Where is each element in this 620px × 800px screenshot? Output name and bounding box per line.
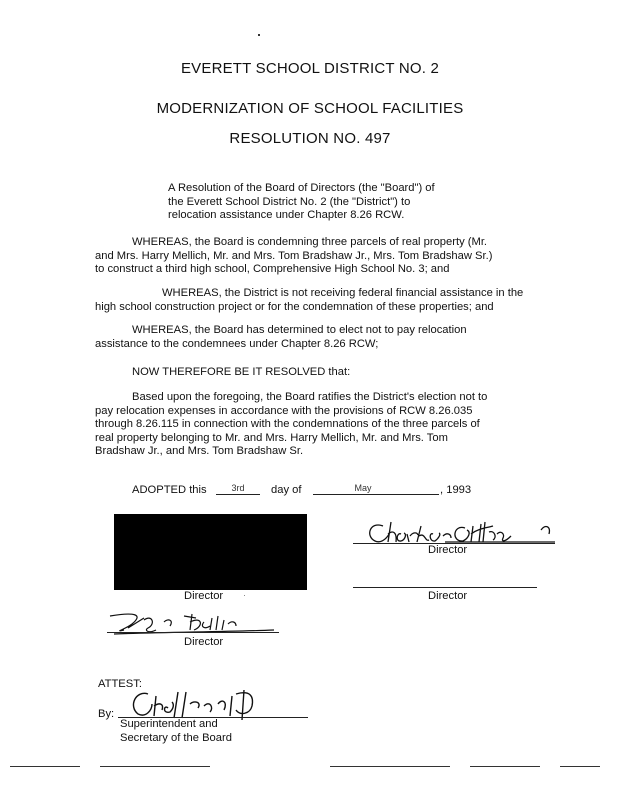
paragraph-line: through 8.26.115 in connection with the condemnations of the three parcels of xyxy=(95,418,480,430)
adopted-year: , 1993 xyxy=(440,484,472,496)
paragraph-line: high school construction project or for the condemnation of these properties; and xyxy=(95,300,494,313)
paragraph-line: assistance to the condemnees under Chapter 8.26 RCW; xyxy=(95,337,379,350)
superintendent-title-1: Superintendent and xyxy=(120,718,218,730)
adopted-middle: day of xyxy=(271,484,302,496)
scan-speck xyxy=(258,34,260,36)
resolution-number: RESOLUTION NO. 497 xyxy=(229,130,391,147)
paragraph-line: WHEREAS, the Board is condemning three parcels of real property (Mr. xyxy=(132,236,488,248)
scan-edge-line xyxy=(560,766,600,767)
signature-line-4 xyxy=(107,632,279,633)
paragraph-line: to construct a third high school, Comprehensive High School No. 3; and xyxy=(95,263,450,275)
adopted-day: 3rd xyxy=(231,483,245,493)
intro-line: A Resolution of the Board of Directors (the "Board") of xyxy=(168,182,435,194)
superintendent-title-2: Secretary of the Board xyxy=(120,732,232,744)
signature-line-3 xyxy=(353,587,537,588)
paragraph-line: and Mrs. Harry Mellich, Mr. and Mrs. Tom Bradshaw Jr., Mrs. Tom Bradshaw Sr.) xyxy=(95,249,493,262)
day-underline xyxy=(216,494,260,495)
paragraph-line: Bradshaw Jr., and Mrs. Tom Bradshaw Sr. xyxy=(95,445,304,457)
stray-mark: · xyxy=(243,590,246,600)
director-label-4: Director xyxy=(184,636,224,648)
whereas-paragraph-3 xyxy=(95,324,535,351)
scan-edge-line xyxy=(330,766,450,767)
subject-title: MODERNIZATION OF SCHOOL FACILITIES xyxy=(156,100,464,117)
district-title: EVERETT SCHOOL DISTRICT NO. 2 xyxy=(180,60,440,77)
whereas-paragraph-1 xyxy=(95,236,535,277)
resolved-heading: NOW THEREFORE BE IT RESOLVED that: xyxy=(132,366,351,378)
handwritten-signature xyxy=(104,606,284,638)
scan-edge-line xyxy=(100,766,210,767)
intro-paragraph xyxy=(168,182,435,223)
director-label-2: Director xyxy=(428,544,468,556)
whereas-paragraph-2 xyxy=(95,287,535,314)
adopted-prefix: ADOPTED this xyxy=(132,484,207,496)
resolution-body xyxy=(95,391,535,459)
paragraph-line: WHEREAS, the Board has determined to elect not to pay relocation xyxy=(132,324,467,336)
intro-line: the Everett School District No. 2 (the "District") to xyxy=(168,195,411,208)
scan-edge-line xyxy=(10,766,80,767)
director-label-3: Director xyxy=(428,590,468,602)
by-label: By: xyxy=(98,708,115,720)
paragraph-line: WHEREAS, the District is not receiving federal financial assistance in the xyxy=(162,287,524,299)
attest-label: ATTEST: xyxy=(98,678,142,690)
director-signature-2 xyxy=(104,606,284,638)
scan-edge-line xyxy=(470,766,540,767)
paragraph-line: pay relocation expenses in accordance with the provisions of RCW 8.26.035 xyxy=(95,404,473,417)
adopted-month: May xyxy=(354,483,372,493)
redacted-signature xyxy=(114,514,307,590)
paragraph-line: real property belonging to Mr. and Mrs. Harry Mellich, Mr. and Mrs. Tom xyxy=(95,431,448,444)
director-label-1: Director xyxy=(184,590,224,602)
month-underline xyxy=(313,494,439,495)
intro-line: relocation assistance under Chapter 8.26 RCW. xyxy=(168,209,405,221)
paragraph-line: Based upon the foregoing, the Board ratifies the District's election not to xyxy=(132,391,488,403)
